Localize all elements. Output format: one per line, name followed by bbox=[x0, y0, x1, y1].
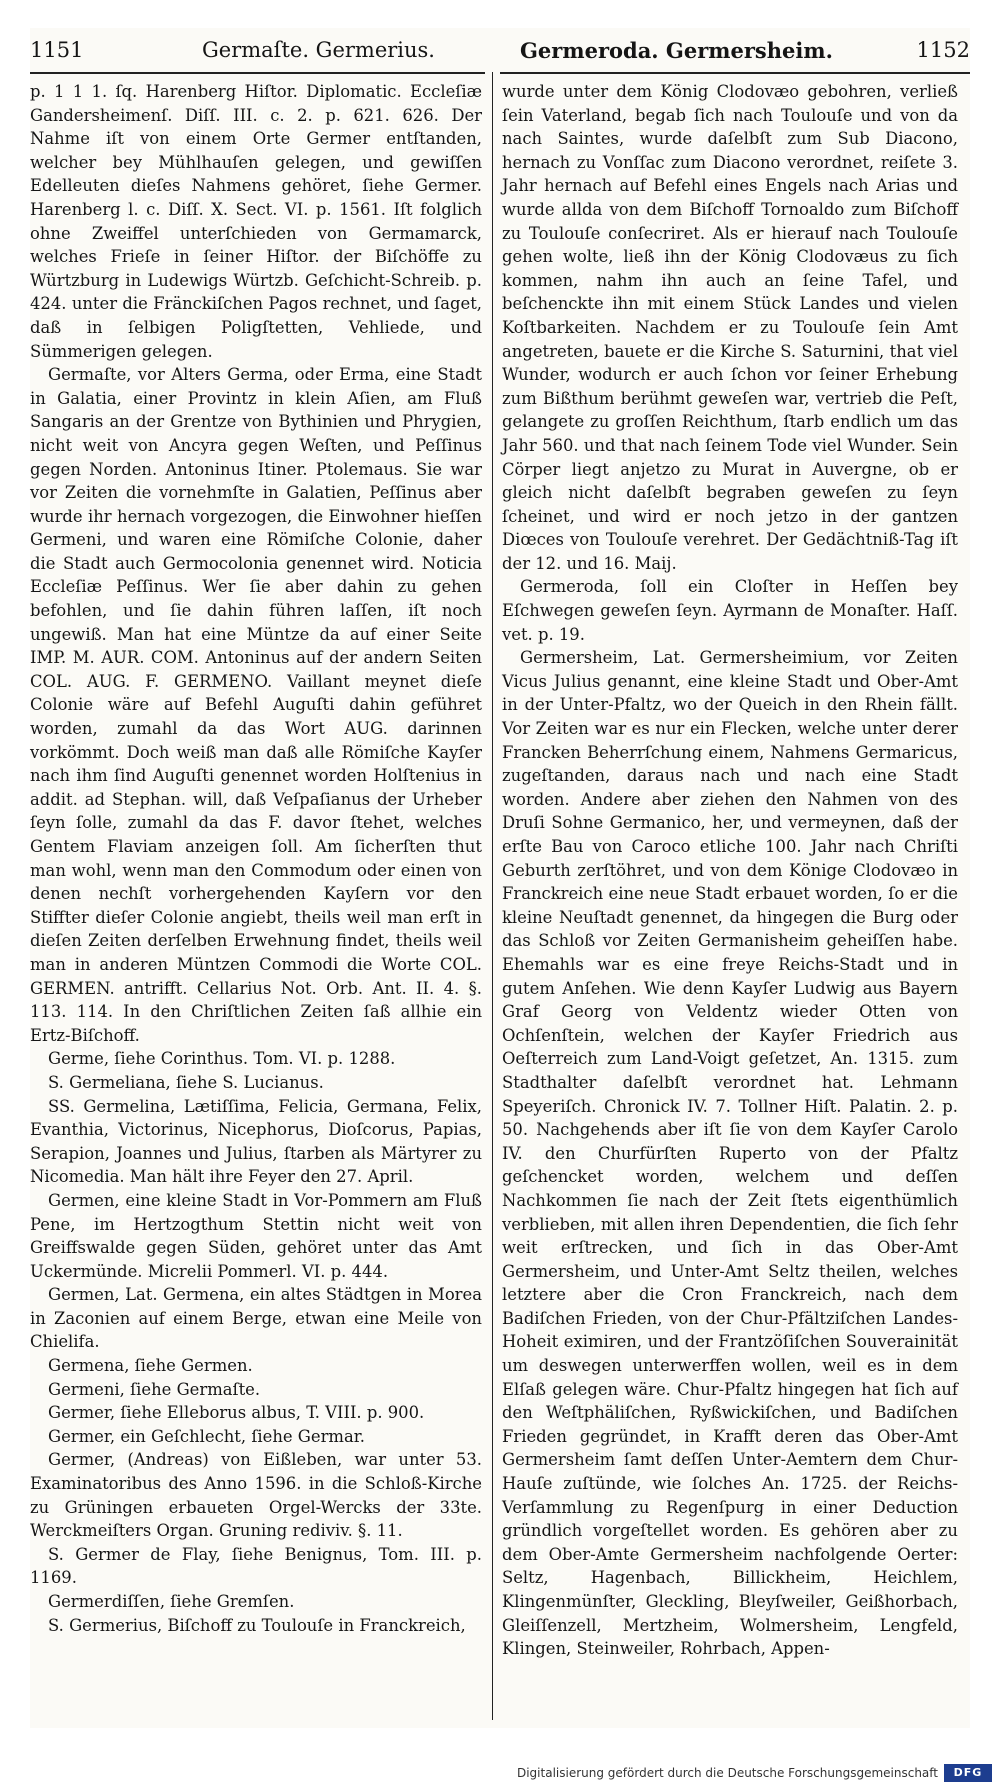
entry-paragraph: S. Germeliana, ſiehe S. Lucianus. bbox=[48, 1072, 324, 1092]
entry-paragraph: S. Germer de Flay, ſiehe Benignus, Tom. III. p. 1169. bbox=[30, 1544, 482, 1588]
entry-paragraph: Germen, eine kleine Stadt in Vor-Pommern am Fluß Pene, im Hertzogthum Stettin nicht weit von Greiffswalde gegen Süden, gehöret unter das Amt Uckermünde. Micrelii Pommerl. VI. p. 444. bbox=[30, 1190, 482, 1281]
digitization-credit: Digitalisierung gefördert durch die Deutsche Forschungsgemeinschaft bbox=[516, 1766, 938, 1780]
entry-paragraph: wurde unter dem König Clodovæo gebohren, verließ ſein Vaterland, begab ſich nach Toulouſe und von da nach Saintes, wurde daſelbſt zum Sub Diacono, hernach zu Vonſſac zum Diacono verordnet, reiſete 3. Jahr hernach auf Befehl eines Engels nach Arias und wurde allda von dem Biſchoff Tornoaldo zum Biſchoff zu Toulouſe conſecriret. Als er hierauf nach Toulouſe gehen wolte, ließ ihn der König Clodovæus zu ſich kommen, nahm ihn auch an ſeine Tafel, und beſchenckte ihn mit einem Stück Landes und vielen Koſtbarkeiten. Nachdem er zu Toulouſe ſein Amt angetreten, bauete er die Kirche S. Saturnini, that viel Wunder, wodurch er auch ſchon vor ſeiner Erhebung zum Bißthum berühmt geweſen war, vertrieb die Peſt, gelangete zu groſſen Reichthum, ſtarb endlich um das Jahr 560. und that nach ſeinem Tode viel Wunder. Sein Cörper liegt anjetzo zu Murat in Auvergne, ob er gleich nicht daſelbſt begraben geweſen zu ſeyn ſcheinet, und wird er noch jetzo in der gantzen Diœces von Toulouſe verehret. Der Gedächtniß-Tag iſt der 12. und 16. Maij. bbox=[502, 82, 958, 573]
entry-paragraph: Germe, ſiehe Corinthus. Tom. VI. p. 1288. bbox=[48, 1049, 396, 1069]
right-running-head: Germeroda. Germersheim. bbox=[520, 38, 833, 63]
header-right bbox=[500, 28, 970, 72]
column-divider bbox=[492, 72, 493, 1720]
entry-paragraph: S. Germerius, Biſchoff zu Toulouſe in Franckreich, bbox=[48, 1615, 466, 1635]
left-running-head: Germaſte. Germerius. bbox=[202, 38, 435, 62]
document-page bbox=[30, 28, 970, 1728]
entry-paragraph: Germer, ein Geſchlecht, ſiehe Germar. bbox=[48, 1426, 365, 1446]
header-rule-left bbox=[30, 72, 485, 74]
entry-paragraph: Germeroda, ſoll ein Cloſter in Heſſen bey Eſchwegen geweſen ſeyn. Ayrmann de Monaſter. Haſſ. vet. p. 19. bbox=[502, 577, 958, 644]
entry-paragraph: Germerdiſſen, ſiehe Gremſen. bbox=[48, 1592, 295, 1611]
entry-paragraph: p. 1 1 1. ſq. Harenberg Hiſtor. Diplomatic. Eccleſiæ Gandersheimenſ. Diſſ. III. c. 2. p. 621. 626. Der Nahme iſt von einem Orte Germer entſtanden, welcher bey Mühlhauſen gelegen, und gewiſſen Edelleuten dieſes Nahmens gehöret, ſiehe Germer. Harenberg l. c. Diſſ. X. Sect. VI. p. 1561. Iſt folglich ohne Zweiffel unterſchieden von Germamarck, welches Frieſe in ſeiner Hiſtor. der Biſchöffe zu Würtzburg in Ludewigs Würtzb. Geſchicht-Schreib. p. 424. unter die Fränckiſchen Pagos rechnet, und ſaget, daß in ſelbigen Poligſtetten, Vehliede, und Sümmerigen gelegen. bbox=[30, 82, 482, 361]
right-column bbox=[502, 80, 958, 1661]
page-footer bbox=[0, 1764, 1000, 1788]
dfg-logo: DFG bbox=[944, 1764, 992, 1782]
right-page-number: 1152 bbox=[916, 38, 970, 62]
entry-paragraph: SS. Germelina, Lætiſſima, Felicia, Germana, Felix, Evanthia, Victorinus, Nicephorus, Dioſcorus, Papias, Serapion, Joannes und Julius, ſtarben als Märtyrer zu Nicomedia. Man hält ihre Feyer den 27. April. bbox=[30, 1096, 482, 1187]
entry-paragraph: Germeni, ſiehe Germaſte. bbox=[48, 1379, 261, 1399]
entry-paragraph: Germaſte, vor Alters Germa, oder Erma, eine Stadt in Galatia, einer Provintz in klein Aſien, am Fluß Sangaris an der Grentze von Bythinien und Phrygien, nicht weit von Ancyra gegen Weſten, und Peſſinus gegen Norden. Antoninus Itiner. Ptolemaus. Sie war vor Zeiten die vornehmſte in Galatien, Peſſinus aber wurde ihr hernach vorgezogen, die Einwohner hieſſen Germeni, und waren eine Römiſche Colonie, daher die Stadt auch Germocolonia genennet wird. Noticia Eccleſiæ Peſſinus. Wer ſie aber dahin zu gehen befohlen, und ſie dahin führen laſſen, iſt noch ungewiß. Man hat eine Müntze da auf einer Seite IMP. M. AUR. COM. Antoninus auf der andern Seiten COL. AUG. F. GERMENO. Vaillant meynet dieſe Colonie wäre auf Befehl Auguſti dahin geführet worden, zumahl da das Wort AUG. darinnen vorkömmt. Doch weiß man daß alle Römiſche Kayſer nach ihm ſind Auguſti genennet worden Holſtenius in addit. ad Stephan. will, daß Veſpaſianus der Urheber ſeyn ſolle, zumahl da das F. davor ſtehet, welches Gentem Flaviam anzeigen ſoll. Am ſicherſten thut man wohl, wenn man den Commodum oder einen von denen nechſt vorhergehenden Kayſern vor den Stiffter dieſer Colonie angiebt, theils weil man erſt in dieſen Zeiten derſelben Erwehnung findet, theils weil man in anderen Müntzen Commodi die Worte COL. GERMEN. antrifft. Cellarius Not. Orb. Ant. II. 4. §. 113. 114. In den Chriſtlichen Zeiten ſaß allhie ein Ertz-Biſchoff. bbox=[30, 365, 482, 1045]
entry-paragraph: Germena, ſiehe Germen. bbox=[48, 1356, 253, 1376]
entry-paragraph: Germen, Lat. Germena, ein altes Städtgen in Morea in Zaconien auf einem Berge, etwan eine Meile von Chielifa. bbox=[30, 1285, 482, 1352]
left-page-number: 1151 bbox=[30, 38, 84, 62]
header-rule-right bbox=[500, 72, 970, 74]
entry-paragraph: Germer, (Andreas) von Eißleben, war unter 53. Examinatoribus des Anno 1596. in die Schloß-Kirche zu Grüningen erbaueten Orgel-Wercks der 33te. Werckmeiſters Organ. Gruning rediviv. §. 11. bbox=[30, 1450, 482, 1541]
entry-paragraph: Germersheim, Lat. Germersheimium, vor Zeiten Vicus Julius genannt, eine kleine Stadt und Ober-Amt in der Unter-Pfaltz, wo der Queich in den Rhein fällt. Vor Zeiten war es nur ein Flecken, welche unter derer Francken Beherrſchung einem, Nahmens Germaricus, zugeſtanden, daraus nach und nach eine Stadt worden. Andere aber ziehen den Nahmen von des Druſi Sohne Germanico, her, und vermeynen, daß der erſte Bau von Caroco etliche 100. Jahr nach Chriſti Geburth zerſtöhret, und von dem Könige Clodovæo in Franckreich eine neue Stadt erbauet worden, ſo er die kleine Neuſtadt genennet, da hingegen die Burg oder das Schloß vor Zeiten Germanisheim geheiſſen habe. Ehemahls war es eine freye Reichs-Stadt und in gutem Anſehen. Wie denn Kayſer Ludwig aus Bayern Graf Georg von Veldentz wieder Otten von Ochſenſtein, welchen der Kayſer Friedrich aus Oeſterreich zum Land-Voigt geſetzet, An. 1315. zum Stadthalter daſelbſt verordnet hat. Lehmann Speyeriſch. Chronick IV. 7. Tollner Hiſt. Palatin. 2. p. 50. Nachgehends aber iſt ſie von dem Kayſer Carolo IV. den Churfürſten Ruperto von der Pfaltz geſchencket worden, welchem und deſſen Nachkommen ſie nach der Zeit ſtets eigenthümlich verblieben, mit allen ihren Dependentien, die ſich ſehr weit erſtrecken, und ſich in das Ober-Amt Germersheim, und Unter-Amt Seltz theilen, welches letztere aber die Cron Franckreich, nach dem Badiſchen Frieden, von der Chur-Pfältziſchen Landes-Hoheit eximiren, und der Frantzöſiſchen Souverainität um deswegen unterwerffen wollen, weil es in dem Elſaß gelegen wäre. Chur-Pfaltz hingegen hat ſich auf den Weſtphäliſchen, Ryßwickiſchen, und Badiſchen Frieden gegründet, in Krafft deren das Ober-Amt Germersheim ſamt deſſen Unter-Aemtern dem Chur-Hauſe zuſtünde, wie ſolches An. 1725. der Reichs-Verſammlung zu Regenſpurg in einer Deduction gründlich vorgeſtellet worden. Es gehören aber zu dem Ober-Amte Germersheim nachfolgende Oerter: Seltz, Hagenbach, Billickheim, Heichlem, Klingenmünſter, Gleckling, Bleyſweiler, Geißhorbach, Gleiſſenzell, Mertzheim, Wolmersheim, Lengfeld, Klingen, Steinweiler, Rohrbach, Appen- bbox=[502, 648, 958, 1659]
entry-paragraph: Germer, ſiehe Elleborus albus, T. VIII. p. 900. bbox=[48, 1403, 425, 1423]
left-column bbox=[30, 80, 482, 1637]
page-header bbox=[30, 28, 970, 72]
header-left bbox=[30, 28, 485, 72]
